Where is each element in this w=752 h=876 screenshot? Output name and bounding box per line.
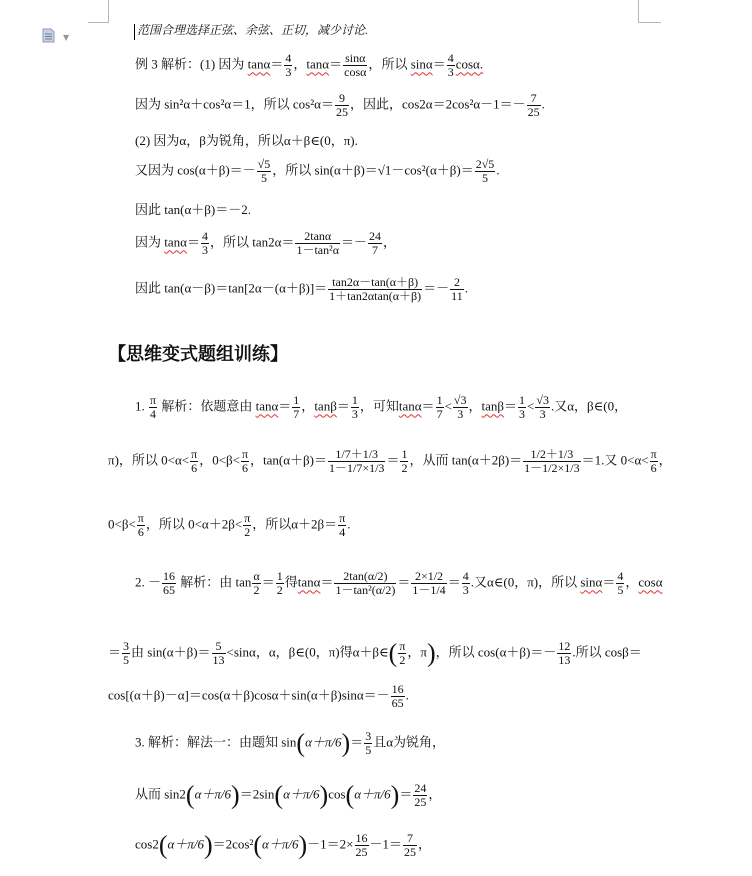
fraction: $\frac{2\tan\alpha}{\text{1－tan²α}}$ <box>296 229 339 258</box>
fraction: $\frac{1/7+1/3}{1-1/7\times 1/3}$ <box>329 447 385 476</box>
fraction: $\frac{9}{25}$ <box>335 91 348 120</box>
text-line: 因为 sin²α＋cos²α＝1，所以 cos²α＝ $\frac{9}{25}$ ，因此，cos2α＝2cos²α－1＝－ $\frac{7}{25}$ . <box>135 91 545 120</box>
fraction: $\frac{2\times 1/2}{1-1/4}$ <box>412 569 446 598</box>
fraction: $\frac{4}{3}$ <box>447 51 454 80</box>
text-line: 例 3 解析：(1) 因为 tanα＝ $\frac{4}{3}$ ，tanα＝ $\frac{\sin\alpha}{\cos\alpha}$ ，所以 sinα＝ $\frac{4}{3}$ cosα. <box>135 51 484 80</box>
fraction: $\frac{16}{65}$ <box>391 682 404 711</box>
fraction: $\frac{\tan 2\alpha-\tan(\alpha+\beta)}{1+\tan 2\alpha\tan(\alpha+\beta)}$ <box>329 275 422 304</box>
text-line: 因此 tan(α＋β)＝－2. <box>135 202 251 217</box>
page-corner-mark-left <box>88 0 109 23</box>
text-line: π)，所以 0<α< $\frac{\pi}{6}$ ，0<β< $\frac{\pi}{6}$ ，tan(α＋β)＝ $\frac{1/7+1/3}{1-1/7\times 1/3}$ ＝ $\frac{1}{2}$ ，从而 tan(α＋2β)＝ $\frac{1/2+1/3}{1-1/2\times 1/3}$ ＝1.又 0<α< $\frac{\pi}{6}$ ， <box>108 447 672 476</box>
fraction: $\frac{√3}{3}$ <box>536 393 549 422</box>
text-line: 2. － $\frac{16}{65}$ 解析：由 tan $\frac{\alpha}{2}$ ＝ $\frac{1}{2}$ 得tanα＝ $\frac{2\tan(\alpha/2)}{\text{1－tan²(α/2)}}$ ＝ $\frac{2\times 1/2}{1-1/4}$ ＝ $\frac{4}{3}$ .又α∈(0，π)，所以 sinα＝ $\frac{4}{5}$ ，cosα <box>135 569 663 598</box>
text-cursor <box>134 24 135 40</box>
fraction: $\frac{\pi}{4}$ <box>339 511 346 540</box>
text-fragment: 例 3 解析：(1) 因为 <box>135 56 245 72</box>
fraction: $\frac{\pi}{6}$ <box>137 511 144 540</box>
text-fragment: tanα <box>247 56 271 72</box>
fraction: $\frac{\pi}{2}$ <box>399 639 406 668</box>
text-line: 因此 tan(α－β)＝tan[2α－(α＋β)]＝ $\frac{\tan 2\alpha-\tan(\alpha+\beta)}{1+\tan 2\alpha\tan(\alpha+\beta)}$ ＝－ $\frac{2}{11}$ . <box>135 275 468 304</box>
text-line: 1. $\frac{\pi}{4}$ 解析：依题意由 tanα＝ $\frac{1}{7}$ ，tanβ＝ $\frac{1}{3}$ ，可知tanα＝ $\frac{1}{7}$ < $\frac{√3}{3}$ ，tanβ＝ $\frac{1}{3}$ < $\frac{√3}{3}$ .又α，β∈(0， <box>135 393 628 422</box>
fraction: $\frac{1/2+1/3}{1-1/2\times 1/3}$ <box>524 447 580 476</box>
page-corner-mark-right <box>638 0 661 23</box>
fraction: $\frac{16}{25}$ <box>355 831 368 860</box>
fraction: $\frac{4}{3}$ <box>285 51 292 80</box>
fraction: $\frac{7}{25}$ <box>527 91 540 120</box>
fraction: $\frac{\pi}{2}$ <box>244 511 251 540</box>
text-line: (2) 因为α，β为锐角，所以α＋β∈(0，π). <box>135 133 358 148</box>
fraction: $\frac{1}{7}$ <box>436 393 443 422</box>
section-heading: 【思维变式题组训练】 <box>108 344 288 365</box>
fraction: $\frac{2\tan(\alpha/2)}{\text{1－tan²(α/2)}}$ <box>335 569 396 598</box>
fraction: $\frac{3}{5}$ <box>365 729 372 758</box>
fraction: $\frac{\pi}{6}$ <box>191 447 198 476</box>
text-line: 又因为 cos(α＋β)＝－ $\frac{√5}{5}$ ，所以 sin(α＋β)＝√1－cos²(α＋β)＝ $\frac{2√5}{5}$ . <box>135 157 500 186</box>
fraction: $\frac{4}{3}$ <box>201 229 208 258</box>
fraction: $\frac{1}{3}$ <box>519 393 526 422</box>
fraction: $\frac{4}{5}$ <box>617 569 624 598</box>
text-line: 0<β< $\frac{\pi}{6}$ ，所以 0<α＋2β< $\frac{\pi}{2}$ ，所以α＋2β＝ $\frac{\pi}{4}$ . <box>108 511 351 540</box>
fraction: $\frac{\sin\alpha}{\cos\alpha}$ <box>344 51 367 80</box>
fraction: $\frac{1}{7}$ <box>293 393 300 422</box>
document-icon[interactable] <box>42 28 55 43</box>
fraction: $\frac{√5}{5}$ <box>257 157 271 186</box>
text-line: cos[(α＋β)－α]＝cos(α＋β)cosα＋sin(α＋β)sinα＝－ $\frac{16}{65}$ . <box>108 682 409 711</box>
fraction: $\frac{4}{3}$ <box>462 569 469 598</box>
fraction: $\frac{3}{5}$ <box>123 639 130 668</box>
fraction: $\frac{24}{25}$ <box>414 781 427 810</box>
fraction: $\frac{\pi}{6}$ <box>650 447 657 476</box>
fraction: $\frac{2√5}{5}$ <box>475 157 495 186</box>
text-line: 从而 sin2(α＋π/6)＝2sin(α＋π/6)cos(α＋π/6)＝ $\frac{24}{25}$ ， <box>135 780 442 810</box>
fraction: $\frac{\pi}{6}$ <box>241 447 249 476</box>
fraction: $\frac{24}{7}$ <box>369 229 381 258</box>
fraction: $\frac{\pi}{4}$ <box>150 393 157 422</box>
text-line: ＝ $\frac{3}{5}$ 由 sin(α＋β)＝ $\frac{5}{13}$ <sinα，α，β∈(0，π)得α＋β∈( $\frac{\pi}{2}$ ，π)，所以 cos(α＋β)＝－ $\frac{12}{13}$ .所以 cosβ＝ <box>108 638 642 668</box>
fraction: $\frac{16}{65}$ <box>163 569 176 598</box>
chevron-down-icon[interactable]: ▼ <box>63 33 70 42</box>
text-line: 范围合理选择正弦、余弦、正切，减少讨论. <box>137 23 369 37</box>
fraction: $\frac{7}{25}$ <box>404 831 417 860</box>
fraction: $\frac{1}{3}$ <box>351 393 358 422</box>
text-line: 因为 tanα＝ $\frac{4}{3}$ ，所以 tan2α＝ $\frac{2\tan\alpha}{\text{1－tan²α}}$ ＝－ $\frac{24}{7}$ ， <box>135 229 397 258</box>
fraction: $\frac{2}{11}$ <box>451 275 463 304</box>
fraction: $\frac{1}{2}$ <box>401 447 408 476</box>
fraction: $\frac{1}{2}$ <box>276 569 283 598</box>
text-line: 3. 解析：解法一：由题知 sin(α＋π/6)＝ $\frac{3}{5}$ 且α为锐角， <box>135 728 446 758</box>
fraction: $\frac{√3}{3}$ <box>453 393 467 422</box>
fraction: $\frac{\alpha}{2}$ <box>253 569 260 598</box>
text-line: cos2(α＋π/6)＝2cos²(α＋π/6)－1＝2× $\frac{16}{25}$ －1＝ $\frac{7}{25}$ ， <box>135 830 432 860</box>
fraction: $\frac{5}{13}$ <box>212 639 225 668</box>
fraction: $\frac{12}{13}$ <box>558 639 571 668</box>
